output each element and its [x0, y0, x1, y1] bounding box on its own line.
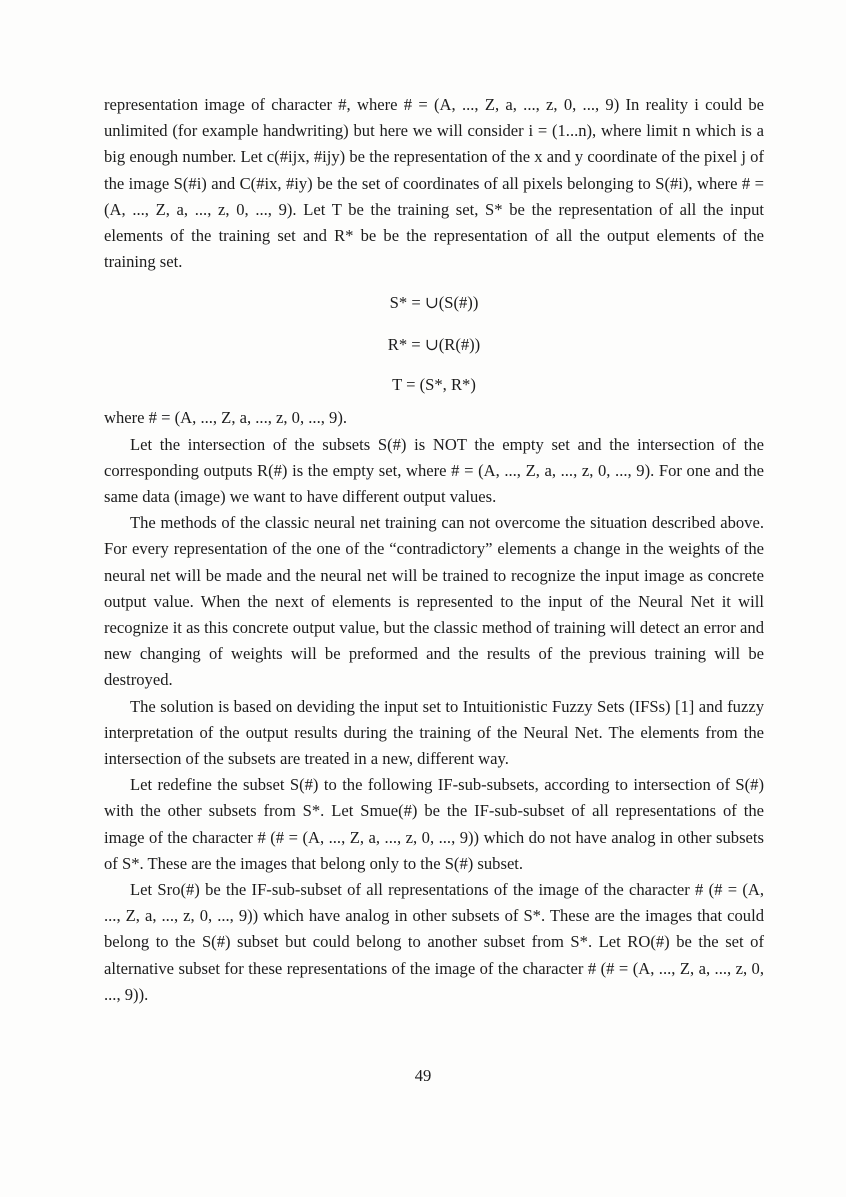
paragraph-smue-definition: Let redefine the subset S(#) to the following IF-sub-subsets, according to intersection of S(#) with the other subsets from S*. Let Smue(#) be the IF-sub-subset of all representations of the image of the character # (# = (A, ..., Z, a, ..., z, 0, ..., 9)) which do not have analog in other subsets of S*. These are the images that belong only to the S(#) subset. [104, 775, 764, 873]
paragraph-definitions: representation image of character #, where # = (A, ..., Z, a, ..., z, 0, ..., 9) In reality i could be unlimited (for example handwriting) but here we will consider i = (1...n), where limit n which is a big enough number. Let c(#ijx, #ijy) be the representation of the x and y coordinate of the pixel j of the image S(#i) and C(#ix, #iy) be the set of coordinates of all pixels belonging to S(#i), where # = (A, ..., Z, a, ..., z, 0, ..., 9). Let T be the training set, S* be the representation of all the input elements of the training set and R* be be the representation of all the output elements of the training set. [104, 95, 764, 272]
paragraph-sro-definition: Let Sro(#) be the IF-sub-subset of all representations of the image of the character # (# = (A, ..., Z, a, ..., z, 0, ..., 9)) which have analog in other subsets of S*. These are the images that could belong to the S(#) subset but could belong to another subset from S*. Let RO(#) be the set of alternative subset for these representations of the image of the character # (# = (A, ..., Z, a, ..., z, 0, ..., 9)). [104, 880, 764, 1004]
body-text [104, 92, 764, 1008]
equation-training-set: T = (S*, R*) [392, 375, 476, 395]
where-line: where # = (A, ..., Z, a, ..., z, 0, ..., 9). [104, 408, 347, 428]
paragraph-classic-methods: The methods of the classic neural net training can not overcome the situation described above. For every representation of the one of the “contradictory” elements a change in the weights of the neural net will be made and the neural net will be trained to recognize the input image as concrete output value. When the next of elements is represented to the input of the Neural Net it will recognize it as this concrete output value, but the classic method of training will detect an error and new changing of weights will be preformed and the results of the previous training will be destroyed. [104, 513, 764, 690]
page-number: 49 [414, 1066, 432, 1085]
equation-r-star: R* = ∪(R(#)) [387, 335, 481, 355]
equation-s-star: S* = ∪(S(#)) [389, 293, 479, 313]
paragraph-solution: The solution is based on deviding the input set to Intuitionistic Fuzzy Sets (IFSs) [1] and fuzzy interpretation of the output results during the training of the Neural Net. The elements from the intersection of the subsets are treated in a new, different way. [104, 696, 764, 769]
paragraph-intersection: Let the intersection of the subsets S(#) is NOT the empty set and the intersection of the corresponding outputs R(#) is the empty set, where # = (A, ..., Z, a, ..., z, 0, ..., 9). For one and the same data (image) we want to have different output values. [104, 434, 764, 507]
equation-block [104, 283, 764, 405]
